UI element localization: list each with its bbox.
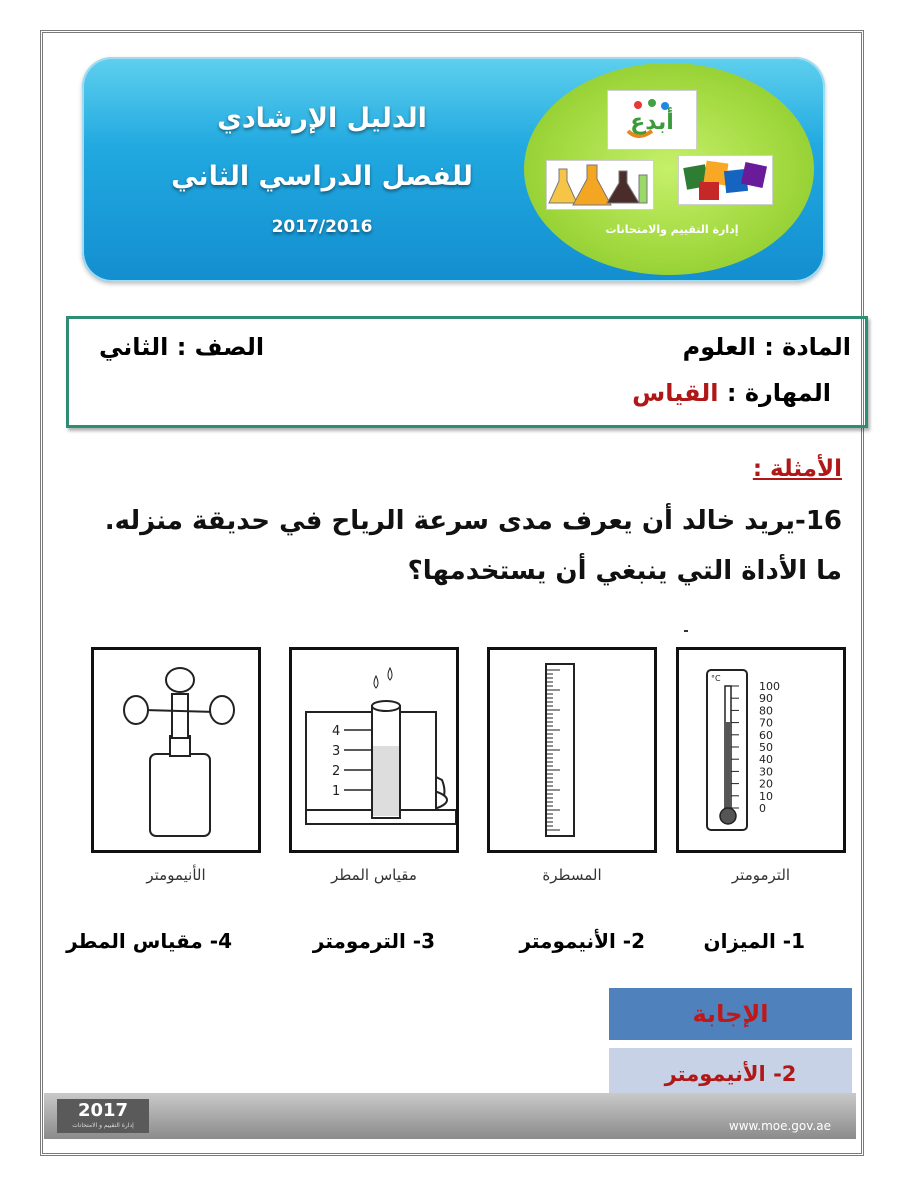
- choice-4: 4- مقياس المطر: [66, 929, 232, 953]
- ruler-caption: المسطرة: [542, 866, 602, 884]
- grade-label: الصف :: [168, 333, 265, 361]
- subject-label: المادة :: [755, 333, 851, 361]
- banner-title: الدليل الإرشادي: [217, 103, 427, 134]
- thermo-scale-label: 100: [759, 680, 780, 693]
- logo-text: أبدع: [630, 110, 674, 135]
- thermo-scale-label: 0: [759, 802, 766, 815]
- rain-gauge-label: 2: [332, 764, 341, 779]
- thermo-scale-label: 20: [759, 777, 773, 791]
- subject-line: [683, 333, 851, 361]
- skill-value: القياس: [632, 379, 719, 407]
- thermo-unit: °C: [711, 674, 721, 683]
- footer-department: إدارة التقييم و الامتحانات: [72, 1122, 134, 1129]
- footer-url: www.moe.gov.ae: [728, 1119, 831, 1133]
- banner-department: إدارة التقييم والامتحانات: [605, 223, 739, 236]
- ruler-icon: [490, 650, 654, 850]
- rain-gauge-label: 4: [332, 724, 341, 739]
- thermometer-caption: الترمومتر: [731, 866, 791, 884]
- answer-value: 2- الأنيمومتر: [609, 1048, 852, 1100]
- thermo-scale-label: 90: [759, 692, 773, 706]
- subject-info-box: [66, 316, 868, 428]
- choice-2: 2- الأنيمومتر: [519, 929, 645, 953]
- number-blocks-image: [678, 155, 773, 205]
- question-line-2: ما الأداة التي ينبغي أن يستخدمها؟: [407, 556, 842, 586]
- skill-label: المهارة :: [718, 379, 831, 407]
- answer-heading: الإجابة: [609, 988, 852, 1040]
- choice-3: 3- الترمومتر: [312, 929, 435, 953]
- thermometer-icon: [679, 650, 843, 850]
- footer-year: 2017: [77, 1100, 129, 1121]
- thermo-scale-label: 60: [759, 728, 773, 742]
- examples-heading: الأمثلة :: [752, 456, 842, 482]
- banner-subtitle: للفصل الدراسي الثاني: [171, 161, 473, 192]
- choice-1: 1- الميزان: [703, 929, 805, 953]
- grade-line: [99, 333, 264, 361]
- banner-year: 2017/2016: [271, 217, 373, 237]
- question-line-1: 16-يريد خالد أن يعرف مدى سرعة الرياح في حديقة منزله.: [104, 506, 842, 536]
- anemometer-caption: الأنيمومتر: [146, 866, 206, 884]
- anemometer-frame: [91, 647, 261, 853]
- stray-mark: [684, 630, 688, 632]
- thermo-scale-label: 70: [759, 716, 773, 730]
- skill-line: [632, 379, 831, 407]
- rain-gauge-frame: [289, 647, 459, 853]
- footer-logo: [57, 1099, 149, 1133]
- rain-gauge-caption: مقياس المطر: [331, 866, 417, 884]
- thermometer-frame: [676, 647, 846, 853]
- thermo-scale-label: 30: [759, 765, 773, 779]
- header-banner: [82, 57, 825, 282]
- subject-value: العلوم: [682, 333, 756, 361]
- ruler-frame: [487, 647, 657, 853]
- thermo-scale-label: 80: [759, 704, 773, 718]
- thermo-scale-label: 50: [759, 741, 773, 754]
- grade-value: الثاني: [99, 333, 169, 361]
- thermo-scale-label: 40: [759, 753, 773, 767]
- rain-gauge-icon: [292, 650, 456, 850]
- thermo-scale-label: 10: [759, 789, 773, 803]
- anemometer-icon: [94, 650, 258, 850]
- footer-strip: [44, 1093, 856, 1139]
- ibda-logo: [607, 90, 697, 150]
- rain-gauge-label: 1: [332, 784, 341, 799]
- rain-gauge-label: 3: [332, 744, 341, 759]
- lab-flasks-image: [546, 160, 654, 210]
